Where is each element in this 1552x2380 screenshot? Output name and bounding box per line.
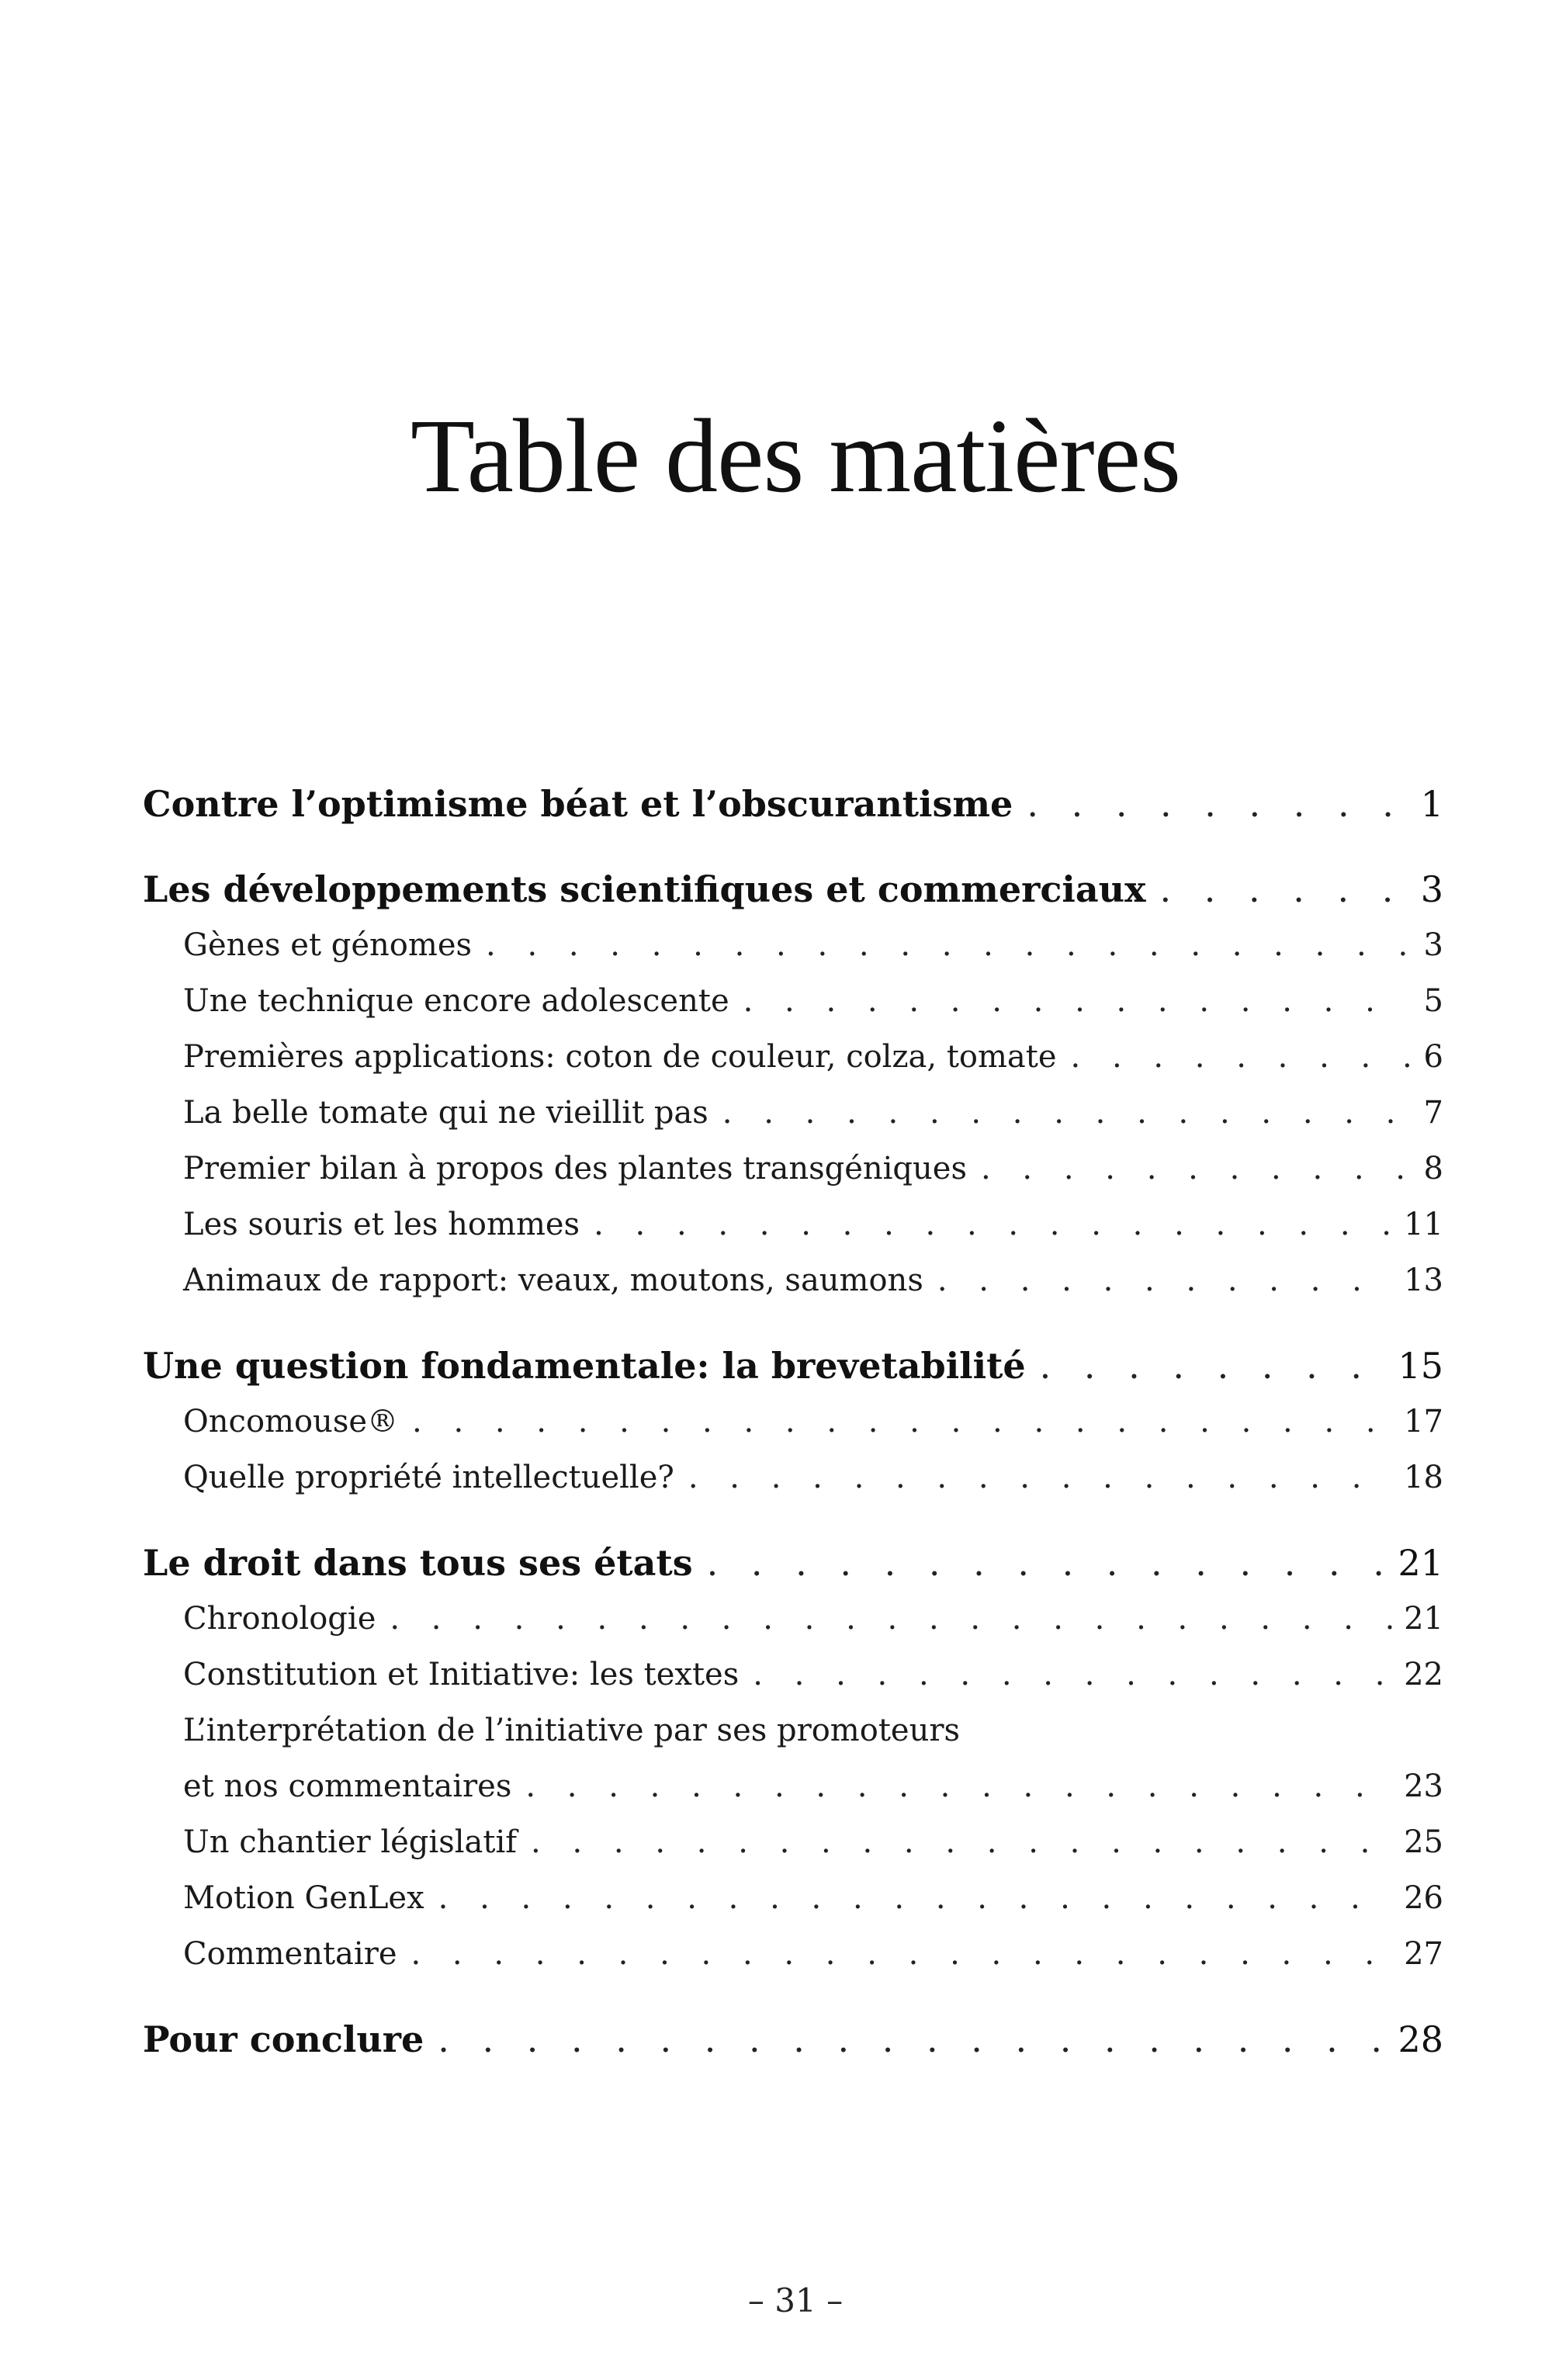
toc-section <box>143 776 1443 832</box>
toc-section <box>143 861 1443 1308</box>
toc-subentry-page: 13 <box>1404 1263 1443 1298</box>
page-number: – 31 – <box>747 2281 844 2319</box>
toc-subentry-page: 18 <box>1404 1460 1443 1495</box>
toc-subentry-page: 21 <box>1404 1601 1443 1637</box>
toc-entry-title: Pour conclure <box>143 2018 424 2060</box>
toc-sub-entry[interactable] <box>143 1647 1443 1703</box>
dot-leader <box>722 1085 1409 1141</box>
toc-subentry-title: La belle tomate qui ne vieillit pas <box>183 1095 708 1131</box>
page-title: Table des matières <box>410 398 1181 514</box>
toc-subentry-title: Une technique encore adolescente <box>183 983 729 1019</box>
toc-subentry-page: 22 <box>1404 1657 1443 1692</box>
toc-sub-entry-first-line[interactable] <box>143 1703 1443 1758</box>
toc-entry-title: Le droit dans tous ses états <box>143 1542 693 1584</box>
dot-leader <box>486 917 1409 973</box>
dot-leader <box>390 1591 1393 1647</box>
toc-subentry-title: Constitution et Initiative: les textes <box>183 1657 740 1692</box>
toc-subentry-title: Gènes et génomes <box>183 927 473 963</box>
toc-subentry-title: L’interprétation de l’initiative par ses promoteurs <box>183 1713 960 1748</box>
toc-section <box>143 2011 1443 2067</box>
toc-subentry-page: 8 <box>1423 1151 1443 1187</box>
dot-leader <box>981 1141 1409 1197</box>
toc-sub-entry-continuation[interactable] <box>143 1758 1443 1814</box>
toc-subentry-page: 5 <box>1423 983 1443 1019</box>
toc-subentry-title: Un chantier législatif <box>183 1824 518 1860</box>
toc-subentry-title: Commentaire <box>183 1936 397 1972</box>
dot-leader <box>412 1394 1393 1450</box>
toc-subentry-page: 23 <box>1404 1769 1443 1804</box>
toc-subentry-title: Oncomouse® <box>183 1404 399 1439</box>
toc-main-entry[interactable] <box>143 1338 1443 1394</box>
toc-main-entry[interactable] <box>143 861 1443 917</box>
toc-subentry-title-continued: et nos commentaires <box>183 1769 512 1804</box>
toc-sub-entry[interactable] <box>143 1450 1443 1505</box>
toc-subentry-title: Les souris et les hommes <box>183 1207 580 1242</box>
toc-subentry-page: 26 <box>1404 1880 1443 1916</box>
toc-sub-entry[interactable] <box>143 1252 1443 1308</box>
toc-sub-entry[interactable] <box>143 1591 1443 1647</box>
toc-subentry-title: Premières applications: coton de couleur, colza, tomate <box>183 1039 1057 1075</box>
dot-leader <box>525 1758 1393 1814</box>
toc-sub-entry[interactable] <box>143 1197 1443 1252</box>
toc-subentry-page: 7 <box>1423 1095 1443 1131</box>
toc-subentry-title: Quelle propriété intellectuelle? <box>183 1460 674 1495</box>
toc-sub-entry[interactable] <box>143 1926 1443 1982</box>
dot-leader <box>594 1197 1393 1252</box>
toc-subentry-title: Motion GenLex <box>183 1880 424 1916</box>
toc-subentry-title: Chronologie <box>183 1601 376 1637</box>
toc-entry-title: Contre l’optimisme béat et l’obscurantisme <box>143 783 1013 825</box>
toc-entry-title: Une question fondamentale: la brevetabilité <box>143 1345 1026 1387</box>
dot-leader <box>531 1814 1393 1870</box>
dot-leader <box>438 1870 1393 1926</box>
dot-leader <box>1040 1338 1387 1394</box>
toc-entry-page: 3 <box>1420 868 1443 910</box>
toc-subentry-page: 6 <box>1423 1039 1443 1075</box>
dot-leader <box>1071 1029 1409 1085</box>
dot-leader <box>743 973 1409 1029</box>
toc-main-entry[interactable] <box>143 2011 1443 2067</box>
dot-leader <box>688 1450 1393 1505</box>
toc-entry-page: 28 <box>1398 2018 1443 2060</box>
dot-leader <box>937 1252 1393 1308</box>
dot-leader <box>707 1535 1387 1591</box>
toc-subentry-title: Animaux de rapport: veaux, moutons, saumons <box>183 1263 923 1298</box>
toc-sub-entry[interactable] <box>143 1085 1443 1141</box>
toc-subentry-page: 17 <box>1404 1404 1443 1439</box>
toc-entry-page: 21 <box>1398 1542 1443 1584</box>
toc-sub-entry[interactable] <box>143 1029 1443 1085</box>
dot-leader <box>411 1926 1394 1982</box>
toc-subentry-page: 11 <box>1404 1207 1443 1242</box>
toc-section <box>143 1535 1443 1982</box>
toc-section <box>143 1338 1443 1505</box>
dot-leader <box>438 2011 1387 2067</box>
toc-subentry-page: 27 <box>1404 1936 1443 1972</box>
dot-leader <box>753 1647 1393 1703</box>
dot-leader <box>1160 861 1409 917</box>
toc-entry-page: 1 <box>1420 783 1443 825</box>
table-of-contents <box>143 776 1443 2097</box>
dot-leader <box>1027 776 1409 832</box>
toc-sub-entry[interactable] <box>143 917 1443 973</box>
toc-subentry-title: Premier bilan à propos des plantes transgéniques <box>183 1151 967 1187</box>
toc-entry-title: Les développements scientifiques et commerciaux <box>143 868 1146 910</box>
toc-sub-entry[interactable] <box>143 1141 1443 1197</box>
toc-main-entry[interactable] <box>143 1535 1443 1591</box>
toc-subentry-page: 3 <box>1423 927 1443 963</box>
toc-sub-entry[interactable] <box>143 1394 1443 1450</box>
toc-entry-page: 15 <box>1398 1345 1443 1387</box>
toc-subentry-page: 25 <box>1404 1824 1443 1860</box>
toc-main-entry[interactable] <box>143 776 1443 832</box>
toc-sub-entry[interactable] <box>143 1814 1443 1870</box>
toc-sub-entry[interactable] <box>143 1870 1443 1926</box>
toc-sub-entry[interactable] <box>143 973 1443 1029</box>
